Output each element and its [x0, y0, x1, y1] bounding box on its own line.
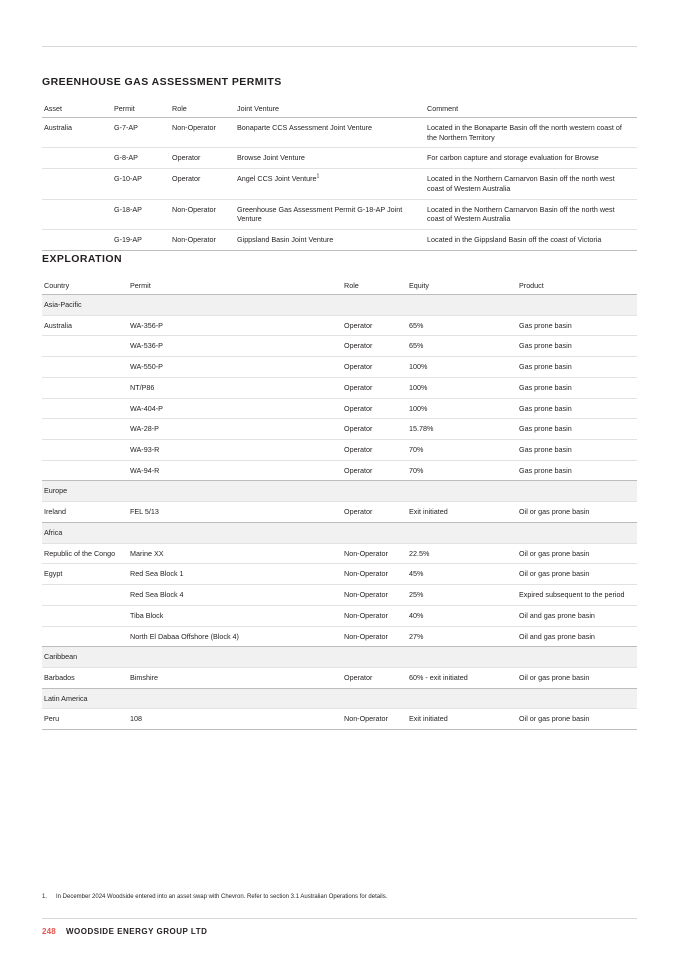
cell-country	[42, 398, 128, 419]
cell-product: Oil or gas prone basin	[517, 667, 637, 688]
cell-equity: 70%	[407, 460, 517, 481]
joint-venture-text: Angel CCS Joint Venture	[237, 174, 317, 184]
cell-country: Australia	[42, 315, 128, 336]
cell-country	[42, 419, 128, 440]
cell-permit: WA-28-P	[128, 419, 342, 440]
footer-company-name: WOODSIDE ENERGY GROUP LTD	[65, 927, 208, 936]
cell-region: Europe	[42, 481, 637, 502]
cell-country	[42, 585, 128, 606]
cell-role: Operator	[342, 336, 407, 357]
cell-joint-venture: Browse Joint Venture	[235, 148, 425, 169]
cell-role: Non-Operator	[170, 118, 235, 148]
cell-permit: G-8-AP	[112, 148, 170, 169]
cell-country	[42, 605, 128, 626]
cell-equity: 100%	[407, 377, 517, 398]
table-row	[42, 148, 637, 169]
cell-asset	[42, 169, 112, 199]
cell-permit: WA-404-P	[128, 398, 342, 419]
cell-role: Operator	[342, 440, 407, 461]
cell-equity: 70%	[407, 440, 517, 461]
region-row	[42, 481, 637, 502]
cell-role: Operator	[170, 148, 235, 169]
footnote-item	[42, 893, 637, 901]
cell-permit: WA-536-P	[128, 336, 342, 357]
cell-product: Oil or gas prone basin	[517, 543, 637, 564]
cell-role: Non-Operator	[342, 626, 407, 647]
cell-region: Caribbean	[42, 647, 637, 668]
cell-equity: 65%	[407, 336, 517, 357]
table-row	[42, 502, 637, 523]
cell-country	[42, 336, 128, 357]
column-header-permit: Permit	[112, 100, 170, 118]
cell-permit: Marine XX	[128, 543, 342, 564]
table-row	[42, 626, 637, 647]
cell-equity: 100%	[407, 357, 517, 378]
cell-equity: 40%	[407, 605, 517, 626]
cell-product: Gas prone basin	[517, 460, 637, 481]
region-row	[42, 647, 637, 668]
cell-country	[42, 377, 128, 398]
table-row	[42, 709, 637, 730]
page-top-divider	[42, 46, 637, 47]
cell-country: Republic of the Congo	[42, 543, 128, 564]
cell-joint-venture: Greenhouse Gas Assessment Permit G-18-AP Joint Venture	[235, 199, 425, 229]
cell-role: Operator	[342, 419, 407, 440]
cell-equity: 65%	[407, 315, 517, 336]
footnote-text: In December 2024 Woodside entered into an asset swap with Chevron. Refer to section 3.1 Australian Operations for details.	[56, 894, 388, 900]
ghg-table-head	[42, 100, 637, 118]
cell-product: Expired subsequent to the period	[517, 585, 637, 606]
column-header-role: Role	[342, 277, 407, 295]
cell-product: Gas prone basin	[517, 315, 637, 336]
cell-comment: Located in the Northern Carnarvon Basin off the north west coast of Western Australia	[425, 199, 637, 229]
cell-asset	[42, 230, 112, 251]
cell-role: Operator	[170, 169, 235, 199]
cell-equity: 25%	[407, 585, 517, 606]
table-row	[42, 118, 637, 148]
cell-country	[42, 357, 128, 378]
cell-equity: 15.78%	[407, 419, 517, 440]
region-row	[42, 522, 637, 543]
cell-permit: G-18-AP	[112, 199, 170, 229]
cell-country	[42, 626, 128, 647]
cell-role: Non-Operator	[170, 199, 235, 229]
cell-region: Africa	[42, 522, 637, 543]
page-footer	[42, 918, 637, 936]
column-header-asset: Asset	[42, 100, 112, 118]
column-header-joint-venture: Joint Venture	[235, 100, 425, 118]
table-row	[42, 230, 637, 251]
cell-country	[42, 460, 128, 481]
cell-joint-venture	[235, 169, 425, 199]
ghg-section-title: GREENHOUSE GAS ASSESSMENT PERMITS	[42, 76, 282, 88]
cell-product: Gas prone basin	[517, 419, 637, 440]
cell-role: Operator	[342, 357, 407, 378]
cell-permit: FEL 5/13	[128, 502, 342, 523]
exploration-section	[42, 253, 637, 730]
exploration-table	[42, 277, 637, 730]
cell-equity: 27%	[407, 626, 517, 647]
cell-equity: Exit initiated	[407, 502, 517, 523]
cell-permit: Tiba Block	[128, 605, 342, 626]
table-row	[42, 169, 637, 199]
exploration-section-title: EXPLORATION	[42, 253, 123, 265]
cell-country	[42, 440, 128, 461]
region-row	[42, 295, 637, 316]
cell-role: Operator	[342, 502, 407, 523]
cell-product: Oil or gas prone basin	[517, 564, 637, 585]
cell-permit: Red Sea Block 1	[128, 564, 342, 585]
ghg-permits-section	[42, 76, 637, 251]
cell-role: Non-Operator	[342, 709, 407, 730]
cell-permit: Red Sea Block 4	[128, 585, 342, 606]
cell-country: Peru	[42, 709, 128, 730]
cell-country: Barbados	[42, 667, 128, 688]
cell-role: Non-Operator	[170, 230, 235, 251]
table-row	[42, 543, 637, 564]
cell-equity: 60% - exit initiated	[407, 667, 517, 688]
table-row	[42, 357, 637, 378]
cell-permit: North El Dabaa Offshore (Block 4)	[128, 626, 342, 647]
region-row	[42, 688, 637, 709]
page-number: 248	[42, 927, 56, 936]
cell-comment: For carbon capture and storage evaluation for Browse	[425, 148, 637, 169]
table-row	[42, 564, 637, 585]
table-row	[42, 440, 637, 461]
footnote-marker: 1	[316, 173, 320, 180]
cell-comment: Located in the Northern Carnarvon Basin off the north west coast of Western Australia	[425, 169, 637, 199]
cell-product: Gas prone basin	[517, 377, 637, 398]
cell-role: Non-Operator	[342, 564, 407, 585]
table-header-row	[42, 100, 637, 118]
cell-equity: 100%	[407, 398, 517, 419]
table-row	[42, 398, 637, 419]
cell-comment: Located in the Gippsland Basin off the coast of Victoria	[425, 230, 637, 251]
cell-equity: 22.5%	[407, 543, 517, 564]
cell-country: Ireland	[42, 502, 128, 523]
cell-role: Operator	[342, 667, 407, 688]
cell-product: Oil and gas prone basin	[517, 605, 637, 626]
ghg-permits-table	[42, 100, 637, 251]
cell-product: Oil or gas prone basin	[517, 709, 637, 730]
cell-asset	[42, 148, 112, 169]
cell-permit: G-19-AP	[112, 230, 170, 251]
cell-role: Operator	[342, 398, 407, 419]
column-header-permit: Permit	[128, 277, 342, 295]
cell-product: Oil and gas prone basin	[517, 626, 637, 647]
cell-role: Non-Operator	[342, 543, 407, 564]
cell-role: Non-Operator	[342, 585, 407, 606]
cell-equity: Exit initiated	[407, 709, 517, 730]
cell-role: Operator	[342, 460, 407, 481]
exploration-table-body	[42, 295, 637, 730]
table-row	[42, 667, 637, 688]
cell-permit: 108	[128, 709, 342, 730]
table-row	[42, 419, 637, 440]
table-header-row	[42, 277, 637, 295]
cell-role: Operator	[342, 377, 407, 398]
cell-asset: Australia	[42, 118, 112, 148]
cell-permit: WA-93-R	[128, 440, 342, 461]
table-row	[42, 585, 637, 606]
cell-region: Asia-Pacific	[42, 295, 637, 316]
cell-permit: NT/P86	[128, 377, 342, 398]
cell-permit: G-10-AP	[112, 169, 170, 199]
column-header-role: Role	[170, 100, 235, 118]
cell-product: Gas prone basin	[517, 440, 637, 461]
table-row	[42, 460, 637, 481]
footnotes-block	[42, 893, 637, 901]
cell-product: Gas prone basin	[517, 398, 637, 419]
cell-asset	[42, 199, 112, 229]
table-row	[42, 605, 637, 626]
footnote-number: 1.	[42, 894, 48, 900]
exploration-table-head	[42, 277, 637, 295]
table-row	[42, 315, 637, 336]
table-row	[42, 336, 637, 357]
cell-role: Operator	[342, 315, 407, 336]
column-header-equity: Equity	[407, 277, 517, 295]
table-row	[42, 199, 637, 229]
cell-permit: WA-94-R	[128, 460, 342, 481]
cell-comment: Located in the Bonaparte Basin off the north western coast of the Northern Territory	[425, 118, 637, 148]
cell-permit: Bimshire	[128, 667, 342, 688]
cell-joint-venture: Gippsland Basin Joint Venture	[235, 230, 425, 251]
ghg-table-body	[42, 118, 637, 251]
table-row	[42, 377, 637, 398]
cell-product: Gas prone basin	[517, 336, 637, 357]
column-header-comment: Comment	[425, 100, 637, 118]
cell-joint-venture: Bonaparte CCS Assessment Joint Venture	[235, 118, 425, 148]
cell-country: Egypt	[42, 564, 128, 585]
column-header-product: Product	[517, 277, 637, 295]
cell-equity: 45%	[407, 564, 517, 585]
cell-permit: WA-550-P	[128, 357, 342, 378]
cell-permit: WA-356-P	[128, 315, 342, 336]
cell-region: Latin America	[42, 688, 637, 709]
cell-product: Oil or gas prone basin	[517, 502, 637, 523]
column-header-country: Country	[42, 277, 128, 295]
cell-permit: G-7-AP	[112, 118, 170, 148]
cell-product: Gas prone basin	[517, 357, 637, 378]
cell-role: Non-Operator	[342, 605, 407, 626]
